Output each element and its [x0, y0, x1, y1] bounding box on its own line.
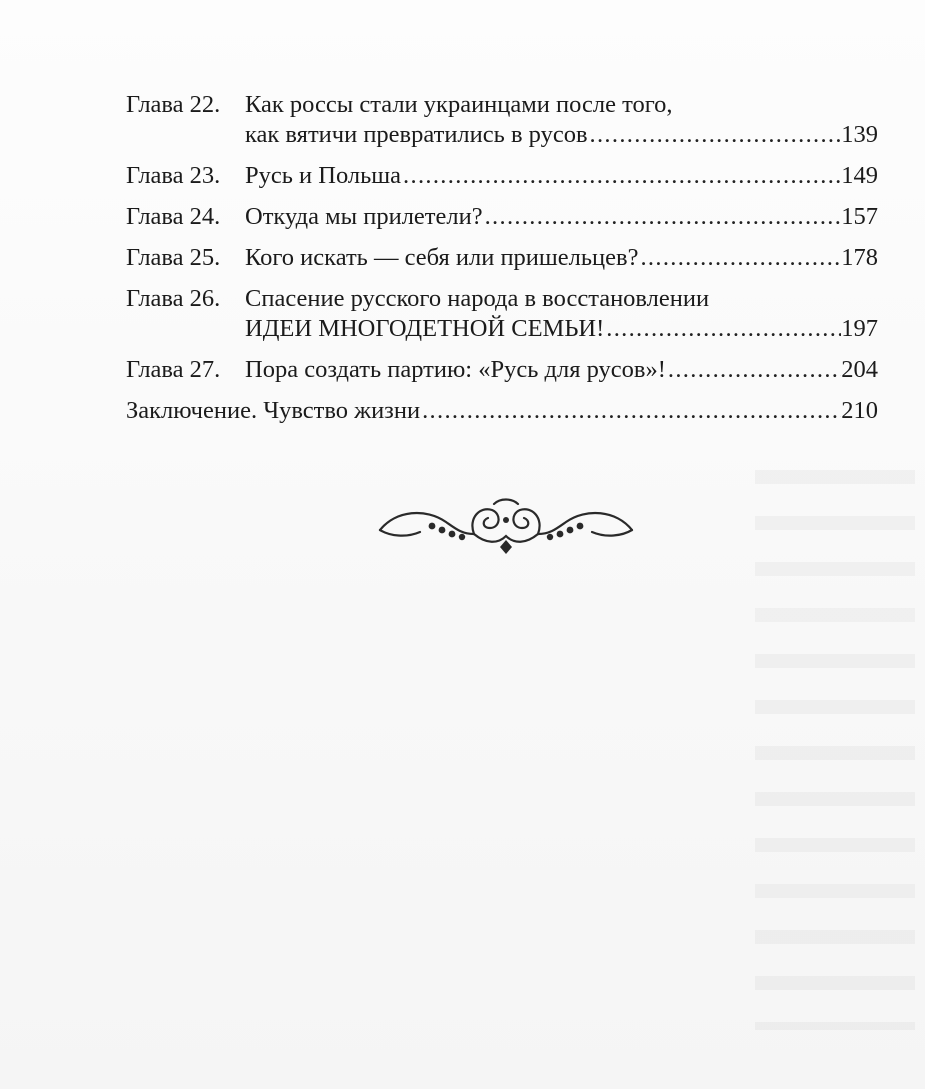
title-text: Пора создать партию: «Русь для русов»! [245, 356, 666, 383]
title-text: ИДЕИ МНОГОДЕТНОЙ СЕМЬИ! [245, 315, 605, 342]
dot-leader [604, 314, 841, 344]
page-number: 204 [841, 356, 878, 383]
title-text: Кого искать — себя или пришельцев? [245, 244, 639, 271]
page-number: 157 [841, 203, 878, 230]
dot-leader [638, 243, 841, 273]
dot-leader [401, 161, 841, 191]
dot-leader [420, 396, 841, 426]
title-text: Русь и Польша [245, 162, 402, 189]
dot-leader [483, 202, 842, 232]
title-line [245, 355, 878, 385]
chapter-title [245, 243, 878, 273]
chapter-title [245, 90, 878, 150]
chapter-title [245, 355, 878, 385]
toc-entry-24 [126, 202, 878, 232]
chapter-label: Глава 26. [126, 285, 221, 312]
page-number: 210 [841, 397, 878, 424]
chapter-label: Глава 23. [126, 162, 221, 189]
title-line [245, 120, 878, 150]
chapter-label: Глава 24. [126, 203, 221, 230]
dot-leader [588, 120, 842, 150]
toc-entry-23 [126, 161, 878, 191]
toc-entry-27 [126, 355, 878, 385]
page-number: 139 [841, 121, 878, 148]
chapter-title [245, 284, 878, 344]
page-number: 197 [841, 315, 878, 342]
title-text: Как россы стали украинцами после того, [245, 91, 673, 118]
table-of-contents [126, 90, 878, 437]
decorative-flourish-icon [376, 496, 636, 558]
chapter-label: Глава 25. [126, 244, 221, 271]
chapter-title [245, 202, 878, 232]
toc-entry-conclusion [126, 396, 878, 426]
chapter-label: Глава 22. [126, 91, 221, 118]
conclusion-title [126, 396, 878, 426]
title-line [245, 202, 878, 232]
bleed-through-texture [755, 470, 915, 1030]
chapter-label: Глава 27. [126, 356, 221, 383]
toc-entry-25 [126, 243, 878, 273]
title-text: Заключение. Чувство жизни [126, 397, 421, 424]
dot-leader [666, 355, 841, 385]
title-line [245, 90, 878, 120]
page-number: 178 [841, 244, 878, 271]
chapter-title [245, 161, 878, 191]
page-number: 149 [841, 162, 878, 189]
title-text: как вятичи превратились в русов [245, 121, 588, 148]
title-line [245, 161, 878, 191]
toc-entry-22 [126, 90, 878, 150]
title-text: Откуда мы прилетели? [245, 203, 483, 230]
title-line [126, 396, 878, 426]
toc-entry-26 [126, 284, 878, 344]
title-text: Спасение русского народа в восстановлении [245, 285, 710, 312]
title-line [245, 243, 878, 273]
title-line [245, 314, 878, 344]
title-line [245, 284, 878, 314]
